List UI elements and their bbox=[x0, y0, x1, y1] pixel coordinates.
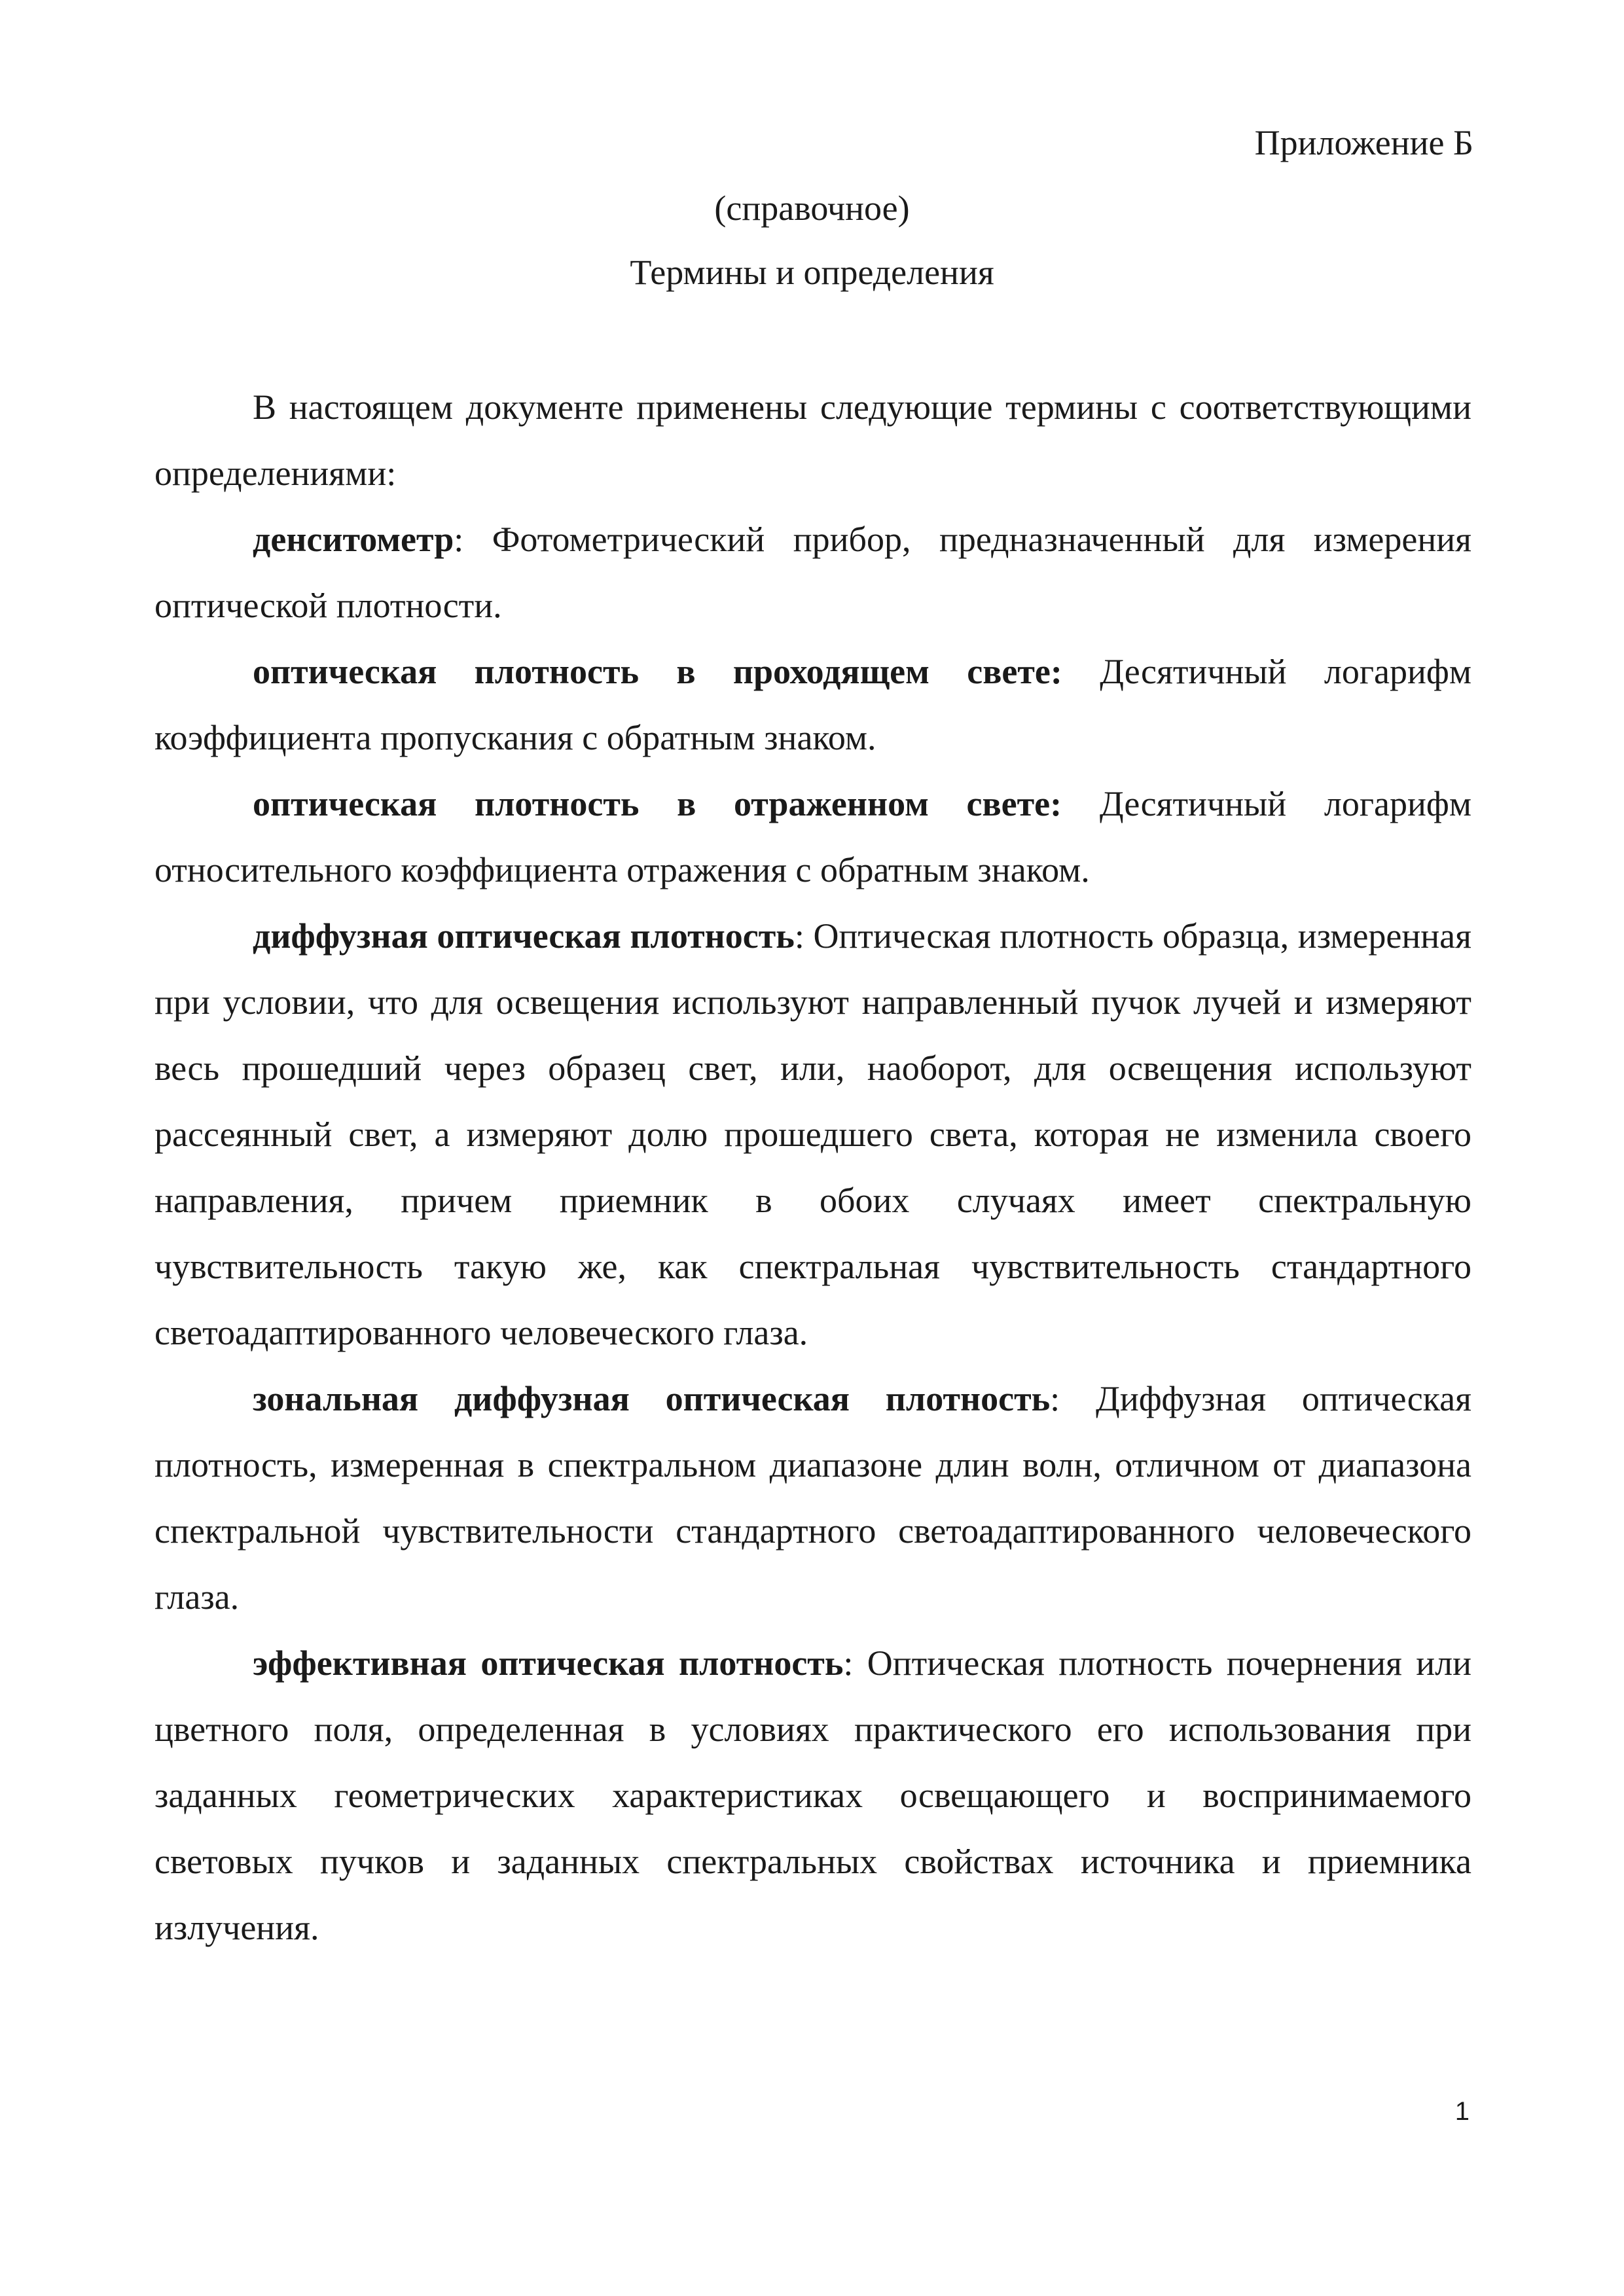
definition-text: Фотометрический прибор, предназначенный для измерения оптической плотности. bbox=[154, 520, 1471, 625]
appendix-label: Приложение Б bbox=[1254, 123, 1473, 162]
intro-paragraph: В настоящем документе применены следующие термины с соответствующими определениями: bbox=[154, 387, 1471, 493]
definition-text: Десятичный логарифм коэффициента пропускания с обратным знаком. bbox=[154, 652, 1472, 757]
page-number: 1 bbox=[1454, 2097, 1470, 2126]
section-title: Термины и определения bbox=[630, 253, 994, 292]
definition-text: Оптическая плотность почернения или цветного поля, определенная в условиях практического его использования при заданных геометрических характеристиках освещающего и воспринимаемого световых пучков и заданных спектральных свойствах источника и приемника излучения. bbox=[154, 1643, 1471, 1947]
definition-text: Диффузная оптическая плотность, измеренная в спектральном диапазоне длин волн, отличном от диапазона спектральной чувствительности стандартного светоадаптированного человеческого глаза. bbox=[154, 1379, 1471, 1617]
definition-text: Оптическая плотность образца, измеренная при условии, что для освещения используют направленный пучок лучей и измеряют весь прошедший через образец свет, или, наоборот, для освещения используют рассеянный свет, а измеряют долю прошедшего света, которая не изменила своего направления, причем приемник в обоих случаях имеет спектральную чувствительность такую же, как спектральная чувствительность стандартного светоадаптированного человеческого глаза. bbox=[154, 916, 1471, 1352]
definition-term: оптическая плотность в проходящем свете: bbox=[253, 652, 1062, 691]
definition-separator: : bbox=[1050, 1379, 1096, 1418]
definition-densitometer bbox=[154, 507, 1471, 639]
definition-reflection-density bbox=[154, 771, 1471, 903]
definition-text: Десятичный логарифм относительного коэффициента отражения с обратным знаком. bbox=[154, 784, 1472, 889]
definition-zonal-diffuse-density bbox=[154, 1366, 1471, 1630]
definition-separator: : bbox=[794, 916, 814, 956]
definition-term: эффективная оптическая плотность bbox=[253, 1643, 844, 1683]
definition-separator: : bbox=[454, 520, 492, 559]
definition-diffuse-density bbox=[154, 903, 1471, 1366]
definition-term: диффузная оптическая плотность bbox=[253, 916, 795, 956]
definition-transmission-density bbox=[154, 639, 1471, 771]
appendix-type: (справочное) bbox=[714, 188, 910, 228]
definition-term: оптическая плотность в отраженном свете: bbox=[253, 784, 1062, 823]
definition-term: зональная диффузная оптическая плотность bbox=[253, 1379, 1051, 1418]
definition-separator: : bbox=[843, 1643, 867, 1683]
document-body bbox=[154, 374, 1471, 1961]
definition-separator bbox=[1062, 652, 1100, 691]
definition-separator bbox=[1062, 784, 1100, 823]
definition-term: денситометр bbox=[253, 520, 454, 559]
definition-effective-density bbox=[154, 1630, 1471, 1961]
